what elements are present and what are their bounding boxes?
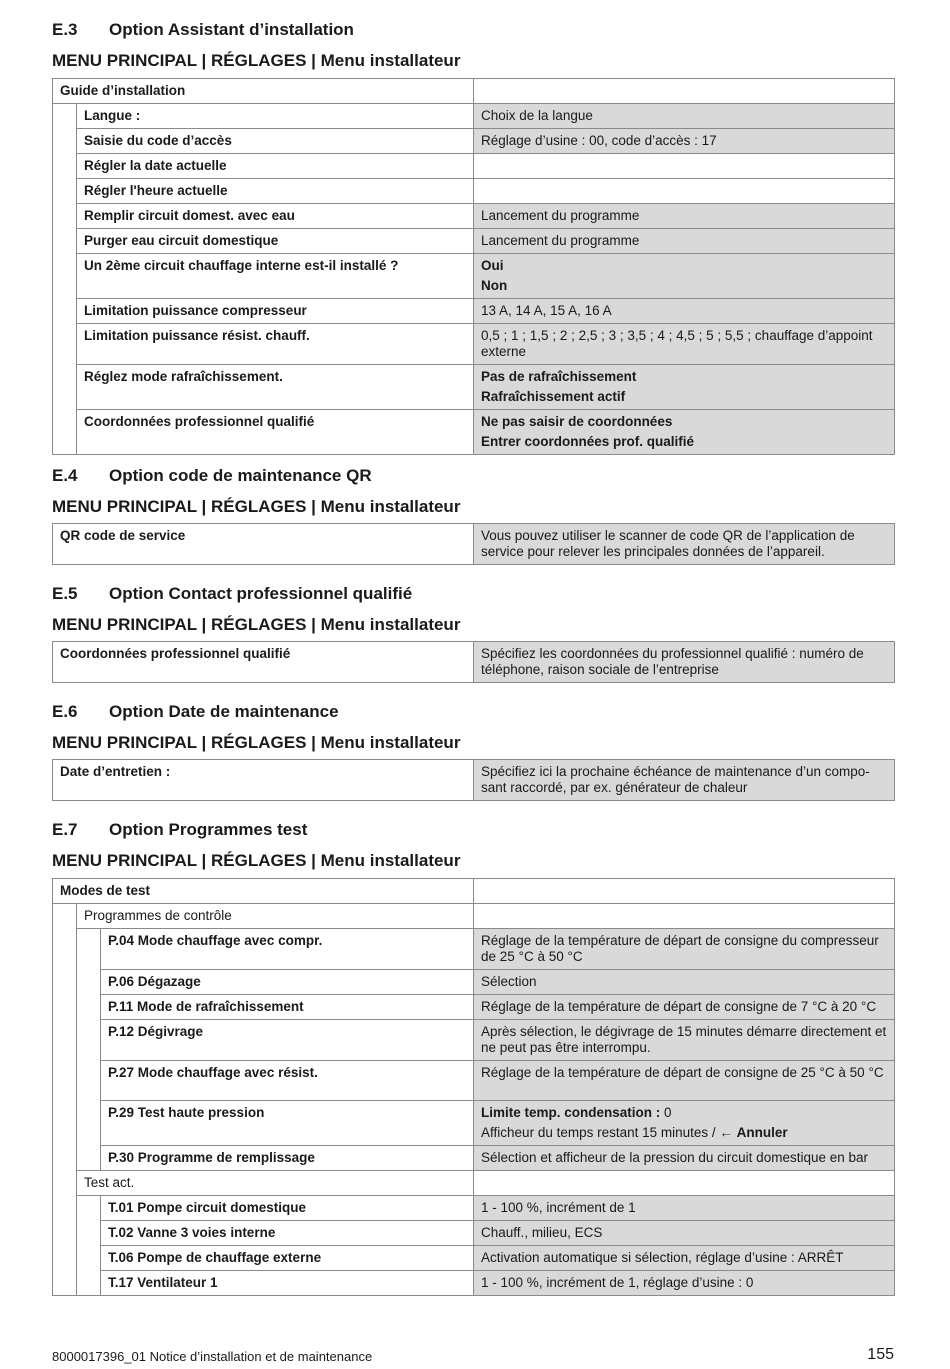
row-label: Purger eau circuit domestique [77, 229, 474, 254]
table-heading: Guide d’installation [53, 79, 474, 104]
install-guide-table [52, 78, 895, 455]
row-label: T.02 Vanne 3 voies interne [101, 1221, 474, 1246]
row-label: Réglez mode rafraîchissement. [77, 365, 474, 410]
option-text: Non [481, 278, 508, 293]
row-value: Lancement du programme [474, 204, 895, 229]
menu-path: MENU PRINCIPAL | RÉGLAGES | Menu installateur [52, 497, 461, 516]
row-value: Spécifiez les coordonnées du professionnel qualifié : numéro de téléphone, raison sociale de l’entreprise [474, 642, 895, 683]
value-text: Afficheur du temps restant 15 minutes / ← [481, 1125, 737, 1140]
value-text: 0 [660, 1105, 672, 1120]
row-label: P.29 Test haute pression [101, 1101, 474, 1146]
row-label: Remplir circuit domest. avec eau [77, 204, 474, 229]
contact-table [52, 641, 895, 683]
section-title-e4: E.4 Option code de maintenance QR [52, 466, 372, 485]
row-value: Réglage de la température de départ de consigne de 25 °C à 50 °C [474, 1061, 895, 1101]
row-value: Réglage d’usine : 00, code d’accès : 17 [474, 129, 895, 154]
row-value [474, 154, 895, 179]
option-text: Entrer coordonnées prof. qualifié [481, 434, 695, 449]
section-title-e6: E.6 Option Date de maintenance [52, 702, 339, 721]
row-label: Limitation puissance compresseur [77, 299, 474, 324]
menu-path: MENU PRINCIPAL | RÉGLAGES | Menu installateur [52, 851, 461, 870]
row-label: Limitation puissance résist. chauff. [77, 324, 474, 365]
section-title-e3: E.3 Option Assistant d’installation [52, 20, 354, 39]
menu-path: MENU PRINCIPAL | RÉGLAGES | Menu installateur [52, 733, 461, 752]
row-label: Coordonnées professionnel qualifié [77, 410, 474, 455]
table-value [474, 79, 895, 104]
menu-path: MENU PRINCIPAL | RÉGLAGES | Menu installateur [52, 51, 461, 70]
row-value: Sélection [474, 970, 895, 995]
row-value: Sélection et afficheur de la pression du circuit domestique en bar [474, 1146, 895, 1171]
row-label: P.04 Mode chauffage avec compr. [101, 929, 474, 970]
row-label: P.27 Mode chauffage avec résist. [101, 1061, 474, 1101]
page-number: 155 [867, 1346, 894, 1363]
row-label: P.30 Programme de remplissage [101, 1146, 474, 1171]
row-label: QR code de service [53, 524, 474, 565]
row-label: P.12 Dégivrage [101, 1020, 474, 1061]
section-title-e5: E.5 Option Contact professionnel qualifié [52, 584, 413, 603]
table-heading: Modes de test [53, 879, 474, 904]
row-value: Après sélection, le dégivrage de 15 minutes démarre directement et ne peut pas être interrompu. [474, 1020, 895, 1061]
option-text: Ne pas saisir de coordonnées [481, 414, 673, 429]
cancel-text: Annuler [736, 1125, 788, 1140]
row-label: Langue : [77, 104, 474, 129]
row-value: 13 A, 14 A, 15 A, 16 A [474, 299, 895, 324]
row-value: Vous pouvez utiliser le scanner de code QR de l’application de service pour relever les principales données de l’appareil. [474, 524, 895, 565]
row-value: Réglage de la température de départ de consigne de 7 °C à 20 °C [474, 995, 895, 1020]
menu-path: MENU PRINCIPAL | RÉGLAGES | Menu installateur [52, 615, 461, 634]
row-value: 0,5 ; 1 ; 1,5 ; 2 ; 2,5 ; 3 ; 3,5 ; 4 ; 4,5 ; 5 ; 5,5 ; chauffage d’appoint externe [474, 324, 895, 365]
section-title-e7: E.7 Option Programmes test [52, 820, 308, 839]
row-value: Lancement du programme [474, 229, 895, 254]
row-label: P.11 Mode de rafraîchissement [101, 995, 474, 1020]
row-label: Régler l'heure actuelle [77, 179, 474, 204]
table-value [474, 879, 895, 904]
row-label: Régler la date actuelle [77, 154, 474, 179]
row-label: T.06 Pompe de chauffage externe [101, 1246, 474, 1271]
row-value [474, 365, 895, 410]
row-label: Saisie du code d’accès [77, 129, 474, 154]
indent-cell [53, 104, 77, 455]
row-value: 1 - 100 %, incrément de 1, réglage d’usine : 0 [474, 1271, 895, 1296]
option-text: Pas de rafraîchissement [481, 369, 637, 384]
subgroup-heading: Programmes de contrôle [77, 904, 474, 929]
test-modes-table [52, 878, 895, 1296]
row-value: Réglage de la température de départ de consigne du compresseur de 25 °C à 50 °C [474, 929, 895, 970]
row-value [474, 1171, 895, 1196]
maintenance-date-table [52, 759, 895, 801]
value-bold-text: Limite temp. condensation : [481, 1105, 661, 1120]
footer-document-id: 8000017396_01 Notice d’installation et de maintenance [52, 1349, 373, 1364]
row-label: P.06 Dégazage [101, 970, 474, 995]
row-value: Chauff., milieu, ECS [474, 1221, 895, 1246]
subgroup-heading: Test act. [77, 1171, 474, 1196]
indent-cell [53, 904, 77, 1296]
indent-cell [77, 929, 101, 1171]
row-label: Coordonnées professionnel qualifié [53, 642, 474, 683]
row-label: Un 2ème circuit chauffage interne est-il installé ? [77, 254, 474, 299]
option-text: Oui [481, 258, 504, 273]
option-text: Rafraîchissement actif [481, 389, 626, 404]
indent-cell [77, 1196, 101, 1296]
row-label: T.01 Pompe circuit domestique [101, 1196, 474, 1221]
row-value [474, 904, 895, 929]
row-value [474, 254, 895, 299]
row-value: 1 - 100 %, incrément de 1 [474, 1196, 895, 1221]
row-value: Choix de la langue [474, 104, 895, 129]
row-value [474, 1101, 895, 1146]
row-value: Spécifiez ici la prochaine échéance de maintenance d’un compo-sant raccordé, par ex. générateur de chaleur [474, 760, 895, 801]
row-value [474, 179, 895, 204]
row-value: Activation automatique si sélection, réglage d’usine : ARRÊT [474, 1246, 895, 1271]
row-value [474, 410, 895, 455]
row-label: Date d’entretien : [53, 760, 474, 801]
row-label: T.17 Ventilateur 1 [101, 1271, 474, 1296]
qr-table [52, 523, 895, 565]
